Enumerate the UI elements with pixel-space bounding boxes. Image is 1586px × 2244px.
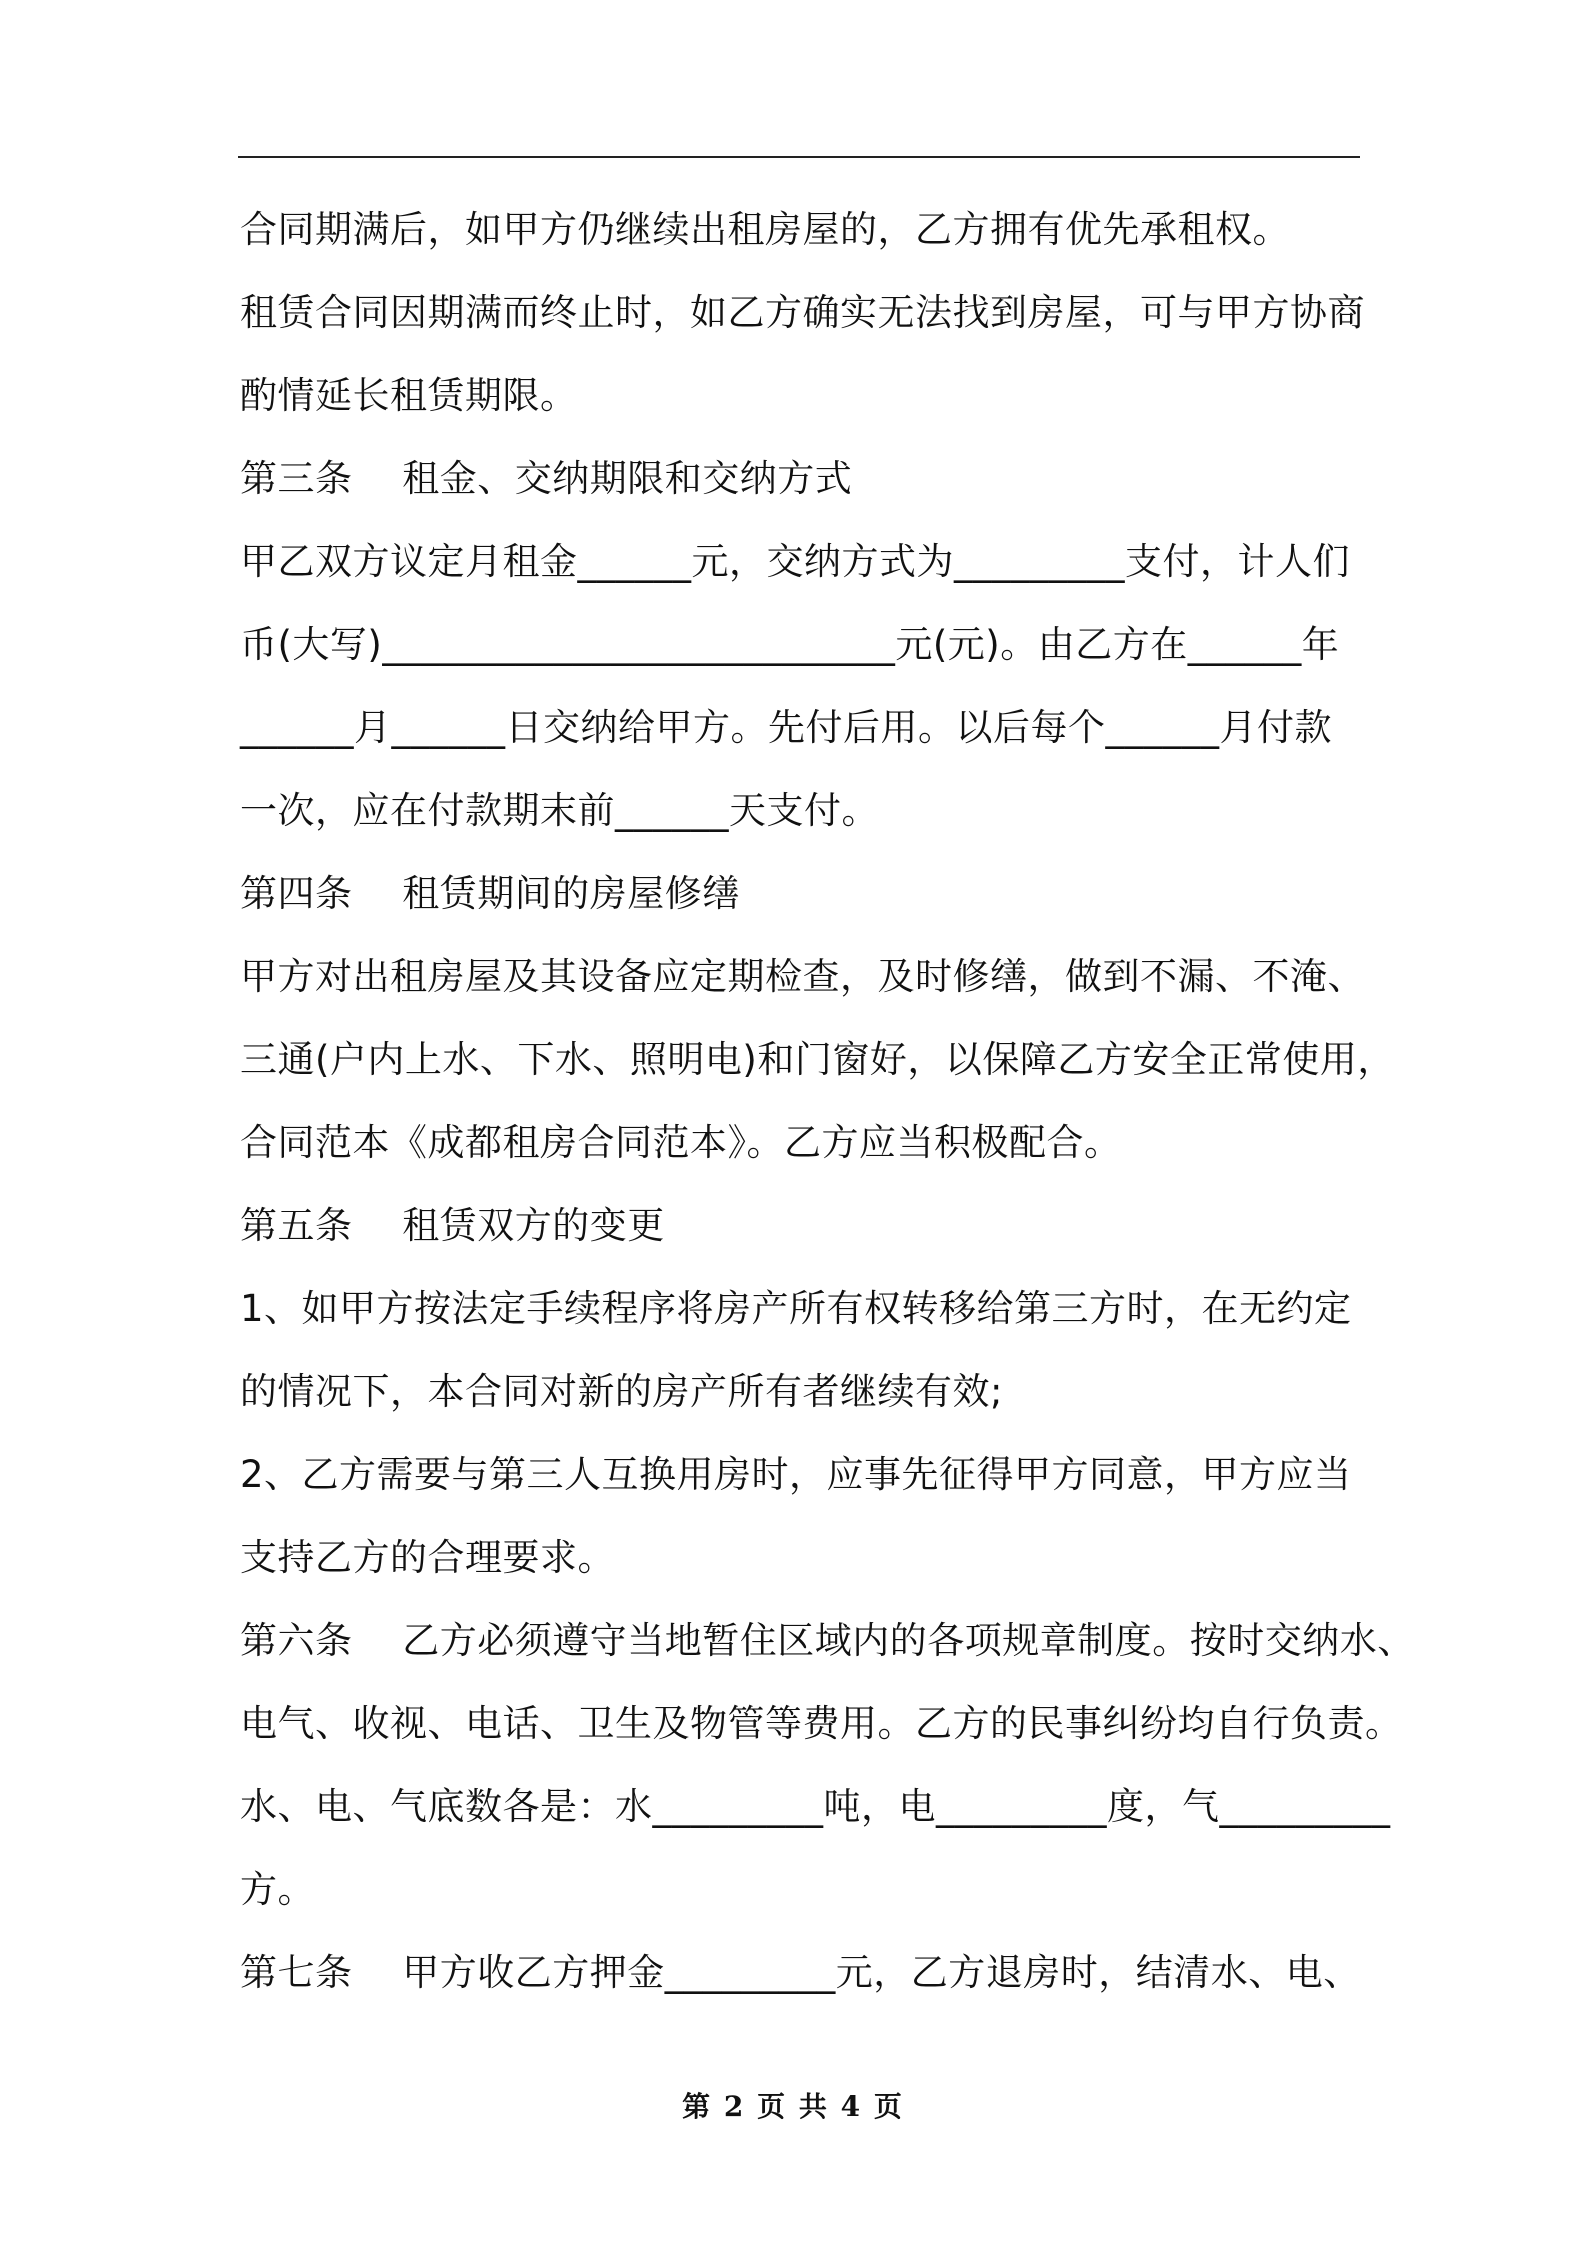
text-line: 酌情延长租赁期限。 [240, 374, 578, 417]
text-line: 1、如甲方按法定手续程序将房产所有权转移给第三方时，在无约定 [240, 1287, 1352, 1330]
text-line: 2、乙方需要与第三人互换用房时，应事先征得甲方同意，甲方应当 [240, 1453, 1352, 1496]
text-line: 租赁合同因期满而终止时，如乙方确实无法找到房屋，可与甲方协商 [240, 291, 1365, 334]
text-line: 一次，应在付款期末前______天支付。 [240, 789, 879, 832]
text-line: 合同范本《成都租房合同范本》。乙方应当积极配合。 [240, 1121, 1122, 1164]
article-heading: 第六条 乙方必须遵守当地暂住区域内的各项规章制度。按时交纳水、 [240, 1619, 1415, 1662]
text-line: 合同期满后，如甲方仍继续出租房屋的，乙方拥有优先承租权。 [240, 208, 1290, 251]
text-line: ______月______日交纳给甲方。先付后用。以后每个______月付款 [240, 706, 1332, 749]
text-line: 水、电、气底数各是：水_________吨，电_________度，气_________ [240, 1785, 1391, 1828]
text-line: 方。 [240, 1868, 315, 1911]
text-line: 甲方对出租房屋及其设备应定期检查，及时修缮，做到不漏、不淹、 [240, 955, 1365, 998]
text-line: 币(大写)___________________________元(元)。由乙方在______年 [240, 623, 1340, 666]
text-line: 的情况下，本合同对新的房产所有者继续有效; [240, 1370, 1003, 1413]
article-heading: 第四条 租赁期间的房屋修缮 [240, 872, 740, 915]
article-heading: 第七条 甲方收乙方押金_________元，乙方退房时，结清水、电、 [240, 1951, 1361, 1994]
page-number-footer: 第 2 页 共 4 页 [682, 2090, 904, 2123]
text-line: 支持乙方的合理要求。 [240, 1536, 615, 1579]
article-heading: 第五条 租赁双方的变更 [240, 1204, 665, 1247]
article-heading: 第三条 租金、交纳期限和交纳方式 [240, 457, 853, 500]
text-line: 甲乙双方议定月租金______元，交纳方式为_________支付，计人们 [240, 540, 1350, 583]
document-body [240, 188, 1415, 2014]
text-line: 三通(户内上水、下水、照明电)和门窗好，以保障乙方安全正常使用， [240, 1038, 1395, 1081]
text-line: 电气、收视、电话、卫生及物管等费用。乙方的民事纠纷均自行负责。 [240, 1702, 1403, 1745]
header-rule [238, 156, 1360, 158]
